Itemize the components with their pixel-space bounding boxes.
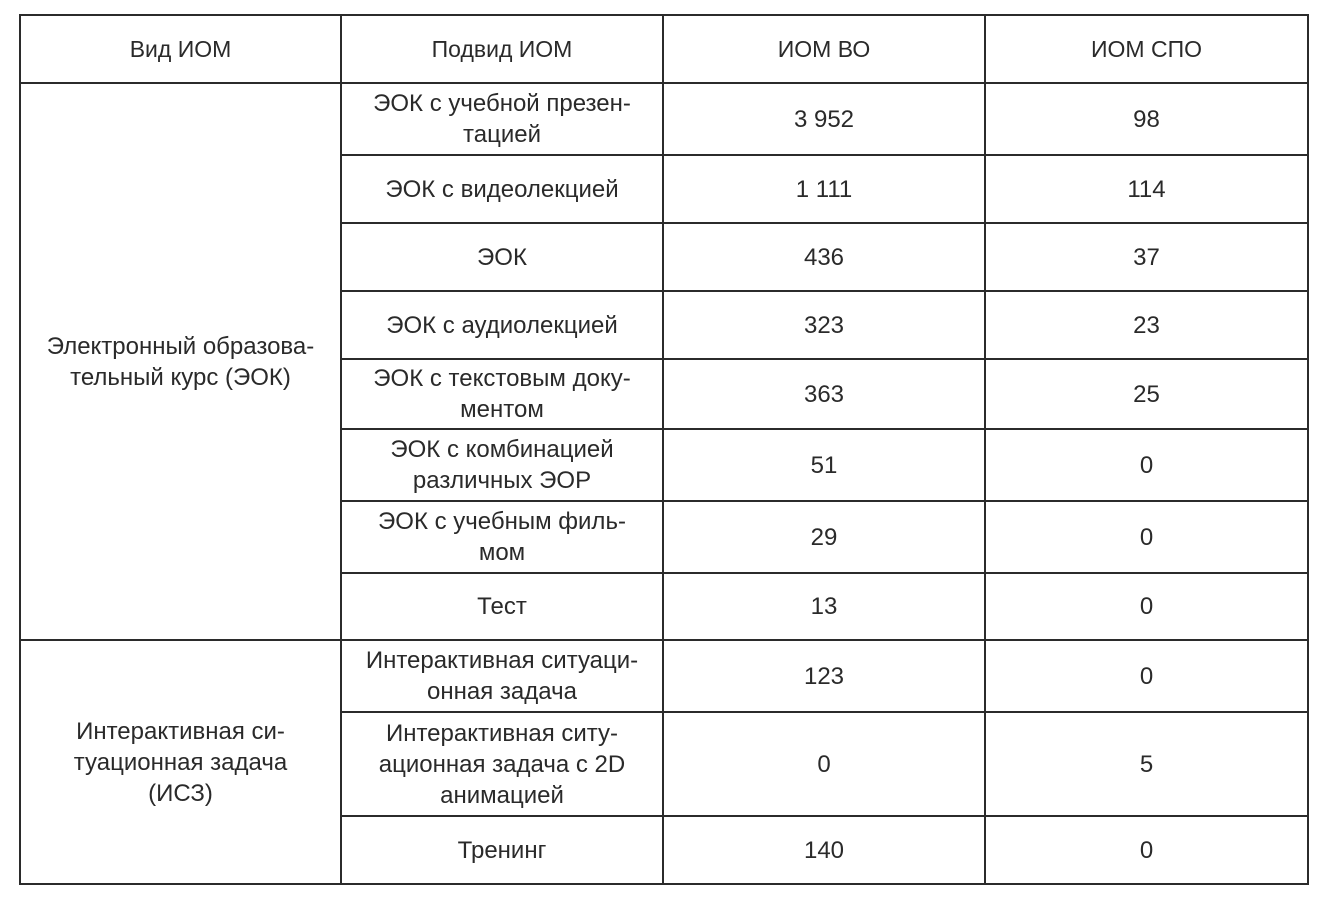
subtype-cell: ЭОК с учебным филь- мом	[341, 501, 663, 573]
subtype-cell: ЭОК с текстовым доку- ментом	[341, 359, 663, 429]
subtype-cell: Тренинг	[341, 816, 663, 884]
vo-cell: 1 111	[663, 155, 985, 223]
subtype-cell: ЭОК с комбинацией различных ЭОР	[341, 429, 663, 501]
vo-cell: 140	[663, 816, 985, 884]
spo-cell: 114	[985, 155, 1308, 223]
vo-cell: 0	[663, 712, 985, 816]
header-type: Вид ИОМ	[20, 15, 341, 83]
header-subtype: Подвид ИОМ	[341, 15, 663, 83]
group-type-cell: Интерактивная си- туационная задача (ИСЗ)	[20, 640, 341, 884]
vo-cell: 123	[663, 640, 985, 712]
vo-cell: 51	[663, 429, 985, 501]
vo-cell: 13	[663, 573, 985, 640]
subtype-cell: ЭОК с аудиолекцией	[341, 291, 663, 359]
iom-table	[19, 14, 1309, 885]
spo-cell: 0	[985, 640, 1308, 712]
vo-cell: 436	[663, 223, 985, 291]
table-row	[20, 83, 1308, 155]
spo-cell: 0	[985, 816, 1308, 884]
spo-cell: 0	[985, 573, 1308, 640]
table-header-row	[20, 15, 1308, 83]
vo-cell: 29	[663, 501, 985, 573]
spo-cell: 23	[985, 291, 1308, 359]
group-type-cell: Электронный образова- тельный курс (ЭОК)	[20, 83, 341, 640]
spo-cell: 5	[985, 712, 1308, 816]
header-iom-spo: ИОМ СПО	[985, 15, 1308, 83]
subtype-cell: ЭОК	[341, 223, 663, 291]
subtype-cell: ЭОК с видеолекцией	[341, 155, 663, 223]
subtype-cell: Интерактивная ситуаци- онная задача	[341, 640, 663, 712]
spo-cell: 25	[985, 359, 1308, 429]
table-row	[20, 640, 1308, 712]
vo-cell: 323	[663, 291, 985, 359]
spo-cell: 0	[985, 501, 1308, 573]
header-iom-vo: ИОМ ВО	[663, 15, 985, 83]
spo-cell: 98	[985, 83, 1308, 155]
subtype-cell: ЭОК с учебной презен- тацией	[341, 83, 663, 155]
spo-cell: 0	[985, 429, 1308, 501]
vo-cell: 3 952	[663, 83, 985, 155]
subtype-cell: Интерактивная ситу- ационная задача с 2D анимацией	[341, 712, 663, 816]
subtype-cell: Тест	[341, 573, 663, 640]
vo-cell: 363	[663, 359, 985, 429]
spo-cell: 37	[985, 223, 1308, 291]
